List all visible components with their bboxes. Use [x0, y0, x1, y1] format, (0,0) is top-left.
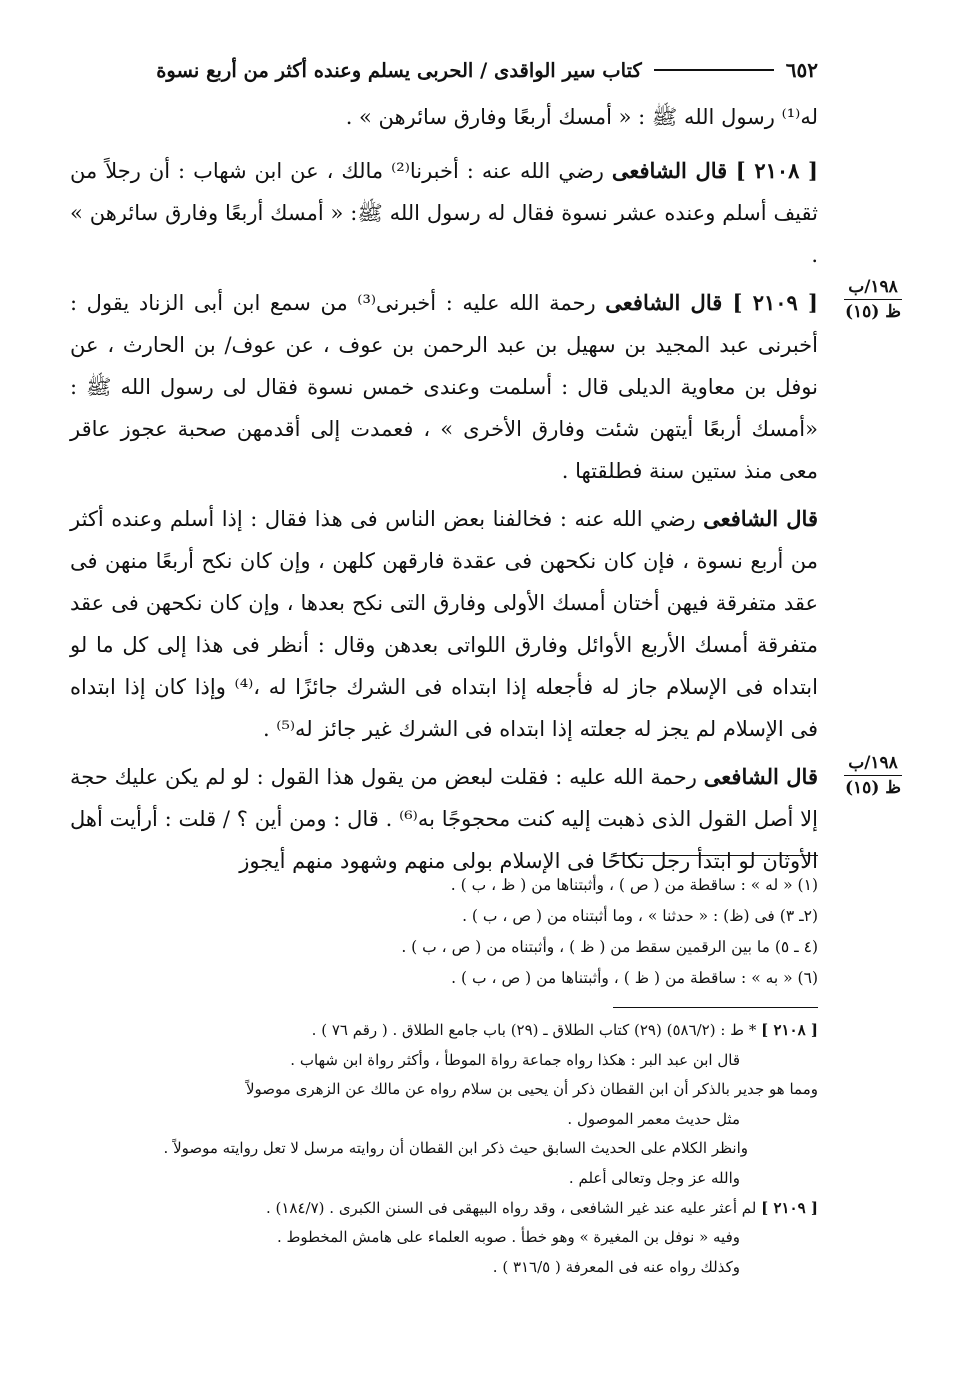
page-number: ٦٥٢	[785, 58, 818, 82]
manuscript-ref: ظ (١٥)	[845, 302, 901, 322]
reference-text: لم أعثر عليه عند غير الشافعى ، وقد رواه البيهقى فى السنن الكبرى . (١٨٤/٧) .	[265, 1198, 757, 1217]
speaker-label: قال الشافعى	[703, 506, 818, 531]
manuscript-ref: ظ (١٥)	[845, 778, 901, 798]
paragraph-shafii-1	[70, 498, 818, 750]
footnote-item: (٤ ـ ٥) ما بين الرقمين سقط من ( ظ ) ، وأثبتناه من ( ص ، ب ) .	[401, 938, 818, 956]
references-separator	[613, 1007, 818, 1008]
reference-line: ومما هو جدير بالذكر أن ابن القطان ذكر أن يحيى بن سلام رواه عن مالك عن الزهرى موصولاً	[246, 1080, 818, 1099]
paragraph-2108	[70, 150, 818, 276]
main-text	[70, 96, 818, 888]
hadith-label: [ ٢١٠٩ ] قال الشافعى	[605, 290, 818, 315]
speaker-label: قال الشافعى	[703, 764, 818, 789]
footnote-item: (٦) « به » : ساقطة من ( ظ ) ، وأثبتناها من ( ص ، ب ) .	[451, 969, 818, 987]
running-title: كتاب سير الواقدى / الحربى يسلم وعنده أكثر من أربع نسوة	[156, 58, 642, 82]
reference-line: وكذلك رواه عنه فى المعرفة ( ٣١٦/٥ ) .	[492, 1257, 740, 1276]
folio-divider	[844, 775, 902, 776]
paragraph-text: رضي الله عنه : أخبرنا⁽²⁾ مالك ، عن ابن شهاب : أن رجلاً من ثقيف أسلم وعنده عشر نسوة فقال له رسول الله ﷺ: « أمسك أربعًا وفارق سائرهن » .	[70, 159, 818, 267]
folio-divider	[844, 299, 902, 300]
reference-line: مثل حديث معمر الموصول .	[567, 1109, 740, 1128]
paragraph-continuation: له⁽¹⁾ رسول الله ﷺ : « أمسك أربعًا وفارق سائرهن » .	[345, 105, 818, 129]
header-rule	[654, 69, 774, 71]
paragraph-text: رحمة الله عليه : أخبرنى⁽³⁾ من سمع ابن أبى الزناد يقول : أخبرنى عبد المجيد بن سهيل بن عبد الرحمن بن عوف ، عن عوف/ بن الحارث ، عن نوفل بن معاوية الديلى قال : أسلمت وعندى خمس نسوة فقال لى رسول الله ﷺ : «أمسك أربعًا أيتهن شئت وفارق الأخرى » ، فعمدت إلى أقدمهن صحبة عجوز عاقر معى منذ ستين سنة فطلقتها .	[70, 291, 818, 483]
paragraph-text: رحمة الله عليه : فقلت لبعض من يقول هذا القول : لو لم يكن عليك حجة إلا أصل القول الذى ذهبت إليه كنت محجوجًا به⁽⁶⁾ . قال : ومن أين ؟ / قلت : أرأيت أهل الأوثان لو ابتدأ رجل نكاحًا فى الإسلام بولى منهم وشهود منهم أيجوز	[70, 765, 818, 873]
reference-line	[72, 1194, 818, 1224]
reference-line: وانظر الكلام على الحديث السابق حيث ذكر ابن القطان أن روايته مرسل لا تعل روايته موصولاً .	[163, 1139, 748, 1158]
footnote-separator	[613, 855, 818, 856]
reference-label: [ ٢١٠٨ ]	[761, 1021, 818, 1039]
reference-line: والله عز وجل وتعالى أعلم .	[568, 1168, 740, 1187]
footnote-item: (٢ـ ٣) فى (ظ) : « حدثنا » ، وما أثبتناه من ( ص ، ب ) .	[462, 907, 818, 925]
margin-folio-note	[838, 276, 908, 323]
paragraph-shafii-2	[70, 756, 818, 882]
folio-ref: ١٩٨/ب	[848, 277, 898, 297]
folio-ref: ١٩٨/ب	[848, 753, 898, 773]
paragraph-text: رضي الله عنه : فخالفنا بعض الناس فى هذا فقال : إذا أسلم وعنده أكثر من أربع نسوة ، فإن كان نكحهن فى عقدة فارقهن كلهن ، وإن كان نكح أربعًا منهن فى عقد متفرقة فيهن أختان أمسك الأولى وفارق التى نكح بعدها ، وإن كان نكحهن فى عقد متفرقة أمسك الأربع الأوائل وفارق اللواتى بعدهن وقال : أنظر فى هذا إلى كل ما لو ابتداه فى الإسلام جاز له فأجعله إذا ابتداه فى الشرك جائزًا له ،⁽⁴⁾ وإذا كان إذا ابتداه فى الإسلام لم يجز له جعلته إذا ابتداه فى الشرك غير جائز له⁽⁵⁾ .	[70, 507, 818, 741]
margin-folio-note	[838, 752, 908, 799]
takhrij-references	[72, 1016, 818, 1282]
running-header	[70, 50, 818, 90]
footnote-item: (١) « له » : ساقطة من ( ص ) ، وأثبتناها من ( ظ ، ب ) .	[450, 876, 818, 894]
reference-line	[72, 1016, 818, 1046]
reference-line: وفيه « نوفل بن المغيرة » وهو خطأ . صوبه العلماء على هامش المخطوط .	[276, 1228, 740, 1247]
hadith-label: [ ٢١٠٨ ] قال الشافعى	[611, 158, 818, 183]
reference-text: * ط : (٥٨٦/٢) (٢٩) كتاب الطلاق ـ (٢٩) باب جامع الطلاق . ( رقم ٧٦ ) .	[311, 1021, 757, 1039]
reference-line: قال ابن عبد البر : هكذا رواه جماعة رواة الموطأ ، وأكثر رواة ابن شهاب .	[290, 1050, 740, 1069]
paragraph-2109	[70, 282, 818, 492]
footnotes	[120, 870, 818, 994]
reference-label: [ ٢١٠٩ ]	[761, 1198, 818, 1217]
